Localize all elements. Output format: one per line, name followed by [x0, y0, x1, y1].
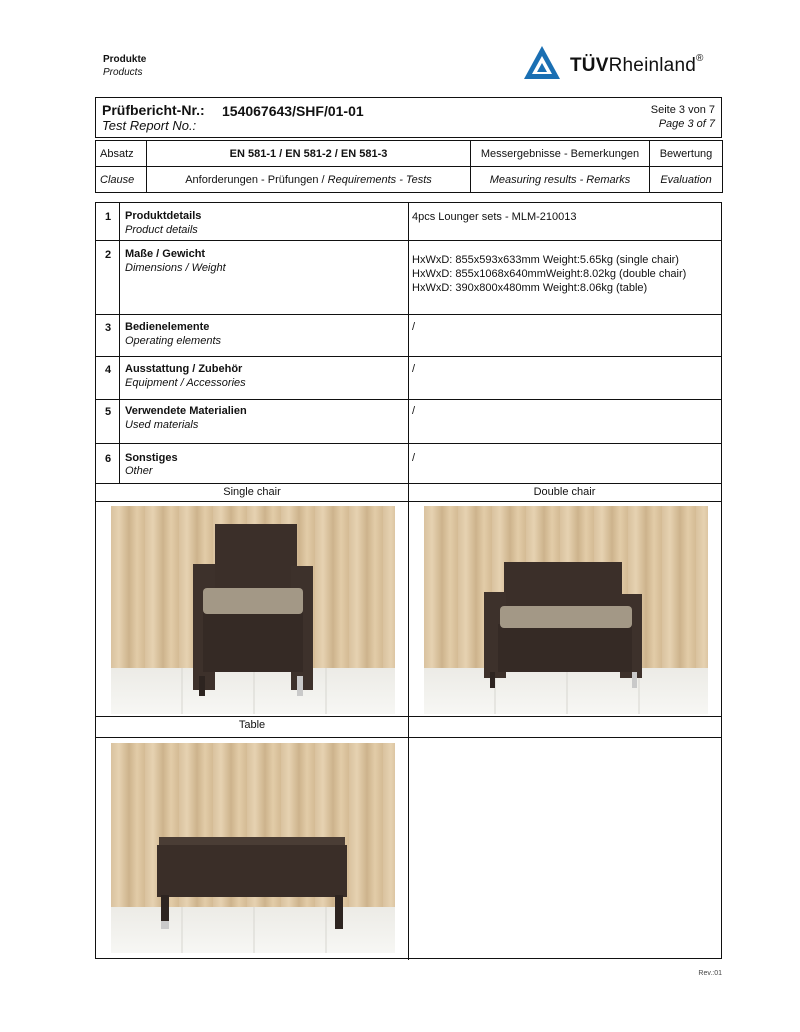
double-chair-photo	[424, 506, 708, 714]
product-details-table	[95, 202, 722, 959]
row-title-de: Verwendete Materialien	[125, 405, 247, 417]
row-value: /	[412, 321, 416, 333]
logo-text	[570, 55, 704, 77]
evaluation-header-en: Evaluation	[650, 167, 723, 193]
report-number: 154067643/SHF/01-01	[222, 103, 364, 119]
requirements-header-en: Requirements - Tests	[327, 173, 432, 186]
row-title-en: Equipment / Accessories	[125, 377, 246, 389]
results-header-de: Messergebnisse - Bemerkungen	[471, 141, 650, 167]
row-title-en: Operating elements	[125, 335, 221, 347]
single-chair-illustration	[111, 506, 395, 714]
single-chair-photo	[111, 506, 395, 714]
row-number: 3	[105, 322, 112, 334]
logo-brand-rest: Rheinland	[608, 55, 696, 76]
requirements-header-de: Anforderungen - Prüfungen /	[185, 173, 328, 186]
row-number: 4	[105, 364, 112, 376]
row-title-de: Maße / Gewicht	[125, 248, 206, 260]
evaluation-header-de: Bewertung	[650, 141, 723, 167]
report-number-box	[95, 97, 722, 138]
products-label-de: Produkte	[103, 54, 147, 65]
table-illustration	[111, 743, 395, 953]
results-header-en: Measuring results - Remarks	[471, 167, 650, 193]
row-title-en: Other	[125, 465, 153, 477]
row-value: 4pcs Lounger sets - MLM-210013	[412, 211, 577, 223]
row-title-en: Dimensions / Weight	[125, 262, 226, 274]
revision-label: Rev.:01	[698, 970, 722, 977]
row-value: /	[412, 405, 416, 417]
standard-header: EN 581-1 / EN 581-2 / EN 581-3	[147, 141, 471, 167]
row-title-de: Ausstattung / Zubehör	[125, 363, 243, 375]
double-chair-caption: Double chair	[533, 486, 596, 498]
logo-brand-bold: TÜV	[570, 55, 609, 76]
double-chair-illustration	[424, 506, 708, 714]
row-value-line: HxWxD: 855x593x633mm Weight:5.65kg (single chair)	[412, 254, 679, 266]
row-title-en: Product details	[125, 224, 198, 236]
row-value-line: HxWxD: 390x800x480mm Weight:8.06kg (table)	[412, 282, 648, 294]
report-label-de: Prüfbericht-Nr.:	[102, 102, 205, 118]
row-value: /	[412, 452, 416, 464]
row-number: 6	[105, 453, 112, 465]
row-value-line: HxWxD: 855x1068x640mmWeight:8.02kg (double chair)	[412, 268, 687, 280]
row-title-de: Sonstiges	[125, 452, 178, 464]
report-label-en: Test Report No.:	[102, 118, 197, 133]
page-indicator-en: Page 3 of 7	[658, 118, 715, 130]
row-value: /	[412, 363, 416, 375]
row-number: 1	[105, 211, 112, 223]
row-title-de: Produktdetails	[125, 210, 202, 222]
clause-header-de: Absatz	[96, 141, 147, 167]
table-photo	[111, 743, 395, 953]
row-number: 5	[105, 406, 112, 418]
page-indicator-de: Seite 3 von 7	[650, 104, 715, 116]
clause-header-table	[95, 140, 723, 193]
table-caption: Table	[238, 719, 266, 731]
row-number: 2	[105, 249, 112, 261]
requirements-header	[147, 167, 471, 193]
products-label-en: Products	[103, 67, 143, 78]
row-title-en: Used materials	[125, 419, 199, 431]
single-chair-caption: Single chair	[223, 486, 281, 498]
clause-header-en: Clause	[96, 167, 147, 193]
tuv-rheinland-logo	[522, 44, 732, 84]
tuv-triangle-icon	[522, 44, 562, 82]
logo-reg-mark: ®	[695, 53, 704, 64]
row-title-de: Bedienelemente	[125, 321, 210, 333]
